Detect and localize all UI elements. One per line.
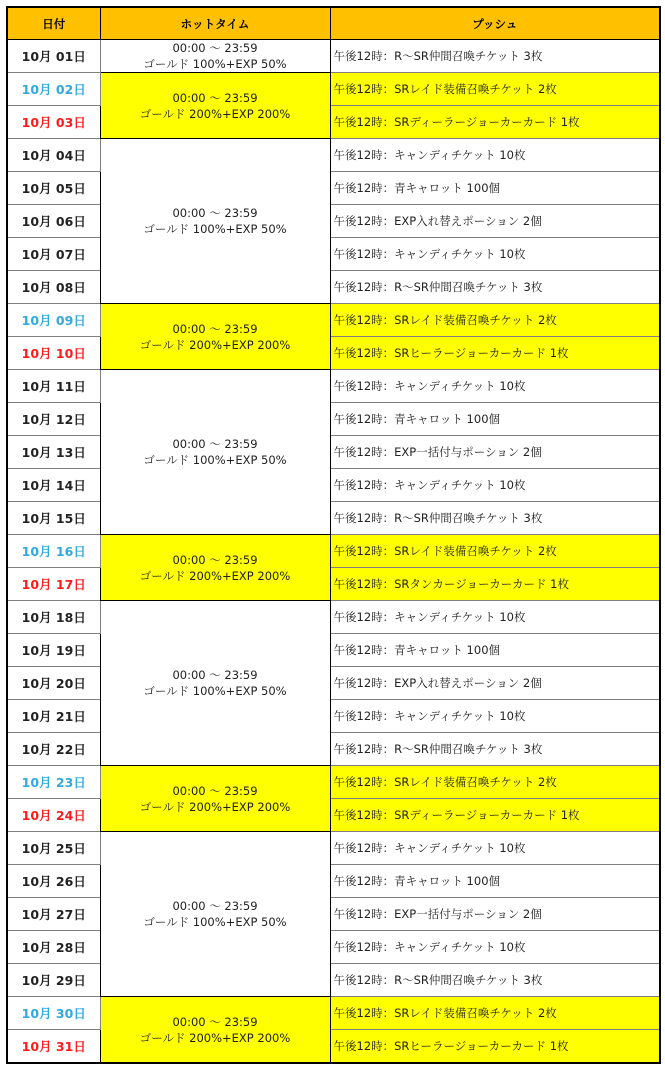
hot-time-cell <box>100 304 330 370</box>
date-cell: 10月 26日 <box>7 865 100 898</box>
date-cell: 10月 24日 <box>7 799 100 832</box>
hot-time-bonus: ゴールド 200%+EXP 200% <box>139 799 291 814</box>
push-cell: 午後12時：SRタンカージョーカーカード 1枚 <box>330 568 660 601</box>
push-cell: 午後12時：SRレイド装備召喚チケット 2枚 <box>330 304 660 337</box>
push-cell: 午後12時：キャンディチケット 10枚 <box>330 832 660 865</box>
push-cell: 午後12時：キャンディチケット 10枚 <box>330 601 660 634</box>
table-row <box>7 304 660 337</box>
date-cell: 10月 06日 <box>7 205 100 238</box>
date-cell: 10月 04日 <box>7 139 100 172</box>
push-cell: 午後12時：SRディーラージョーカーカード 1枚 <box>330 106 660 139</box>
hot-time-range: 00:00 ～ 23:59 <box>172 552 258 567</box>
hot-time-range: 00:00 ～ 23:59 <box>172 1014 258 1029</box>
push-cell: 午後12時：SRレイド装備召喚チケット 2枚 <box>330 766 660 799</box>
hot-time-bonus: ゴールド 200%+EXP 200% <box>139 568 291 583</box>
hot-time-cell <box>100 832 330 997</box>
hot-time-bonus: ゴールド 100%+EXP 50% <box>143 222 287 236</box>
date-cell: 10月 14日 <box>7 469 100 502</box>
event-schedule-table <box>6 6 661 1064</box>
push-cell: 午後12時：SRレイド装備召喚チケット 2枚 <box>330 535 660 568</box>
header-date: 日付 <box>7 7 100 40</box>
date-cell: 10月 09日 <box>7 304 100 337</box>
hot-time-range: 00:00 ～ 23:59 <box>172 41 258 55</box>
push-cell: 午後12時：キャンディチケット 10枚 <box>330 700 660 733</box>
table-row <box>7 601 660 634</box>
table-row <box>7 997 660 1030</box>
table-row <box>7 832 660 865</box>
hot-time-bonus: ゴールド 100%+EXP 50% <box>143 915 287 929</box>
table-row <box>7 535 660 568</box>
hot-time-range: 00:00 ～ 23:59 <box>172 783 258 798</box>
push-cell: 午後12時：青キャロット 100個 <box>330 403 660 436</box>
push-cell: 午後12時：SRヒーラージョーカーカード 1枚 <box>330 337 660 370</box>
date-cell: 10月 22日 <box>7 733 100 766</box>
push-cell: 午後12時：EXP一括付与ポーション 2個 <box>330 898 660 931</box>
date-cell: 10月 05日 <box>7 172 100 205</box>
date-cell: 10月 08日 <box>7 271 100 304</box>
hot-time-bonus: ゴールド 200%+EXP 200% <box>139 1030 291 1045</box>
push-cell: 午後12時：R～SR仲間召喚チケット 3枚 <box>330 40 660 73</box>
date-cell: 10月 16日 <box>7 535 100 568</box>
push-cell: 午後12時：R～SR仲間召喚チケット 3枚 <box>330 271 660 304</box>
date-cell: 10月 07日 <box>7 238 100 271</box>
push-cell: 午後12時：青キャロット 100個 <box>330 865 660 898</box>
table-row <box>7 370 660 403</box>
push-cell: 午後12時：SRヒーラージョーカーカード 1枚 <box>330 1030 660 1064</box>
date-cell: 10月 20日 <box>7 667 100 700</box>
date-cell: 10月 02日 <box>7 73 100 106</box>
date-cell: 10月 27日 <box>7 898 100 931</box>
hot-time-bonus: ゴールド 100%+EXP 50% <box>143 684 287 698</box>
push-cell: 午後12時：SRレイド装備召喚チケット 2枚 <box>330 997 660 1030</box>
hot-time-cell <box>100 535 330 601</box>
hot-time-range: 00:00 ～ 23:59 <box>172 899 258 913</box>
table-body <box>7 40 660 1064</box>
hot-time-range: 00:00 ～ 23:59 <box>172 321 258 336</box>
push-cell: 午後12時：R～SR仲間召喚チケット 3枚 <box>330 733 660 766</box>
date-cell: 10月 19日 <box>7 634 100 667</box>
date-cell: 10月 15日 <box>7 502 100 535</box>
push-cell: 午後12時：EXP入れ替えポーション 2個 <box>330 667 660 700</box>
push-cell: 午後12時：青キャロット 100個 <box>330 172 660 205</box>
header-push: プッシュ <box>330 7 660 40</box>
date-cell: 10月 29日 <box>7 964 100 997</box>
push-cell: 午後12時：キャンディチケット 10枚 <box>330 931 660 964</box>
hot-time-cell <box>100 370 330 535</box>
hot-time-cell <box>100 601 330 766</box>
hot-time-range: 00:00 ～ 23:59 <box>172 206 258 220</box>
table-row <box>7 766 660 799</box>
push-cell: 午後12時：キャンディチケット 10枚 <box>330 469 660 502</box>
hot-time-bonus: ゴールド 100%+EXP 50% <box>143 57 287 71</box>
push-cell: 午後12時：SRレイド装備召喚チケット 2枚 <box>330 73 660 106</box>
hot-time-range: 00:00 ～ 23:59 <box>172 90 258 105</box>
push-cell: 午後12時：SRディーラージョーカーカード 1枚 <box>330 799 660 832</box>
push-cell: 午後12時：EXP入れ替えポーション 2個 <box>330 205 660 238</box>
hot-time-range: 00:00 ～ 23:59 <box>172 437 258 451</box>
date-cell: 10月 13日 <box>7 436 100 469</box>
date-cell: 10月 17日 <box>7 568 100 601</box>
hot-time-cell <box>100 73 330 139</box>
table-row <box>7 40 660 73</box>
hot-time-bonus: ゴールド 200%+EXP 200% <box>139 106 291 121</box>
hot-time-cell <box>100 139 330 304</box>
date-cell: 10月 21日 <box>7 700 100 733</box>
hot-time-cell <box>100 40 330 73</box>
header-row <box>7 7 660 40</box>
hot-time-cell <box>100 766 330 832</box>
header-hot-time: ホットタイム <box>100 7 330 40</box>
date-cell: 10月 11日 <box>7 370 100 403</box>
hot-time-bonus: ゴールド 100%+EXP 50% <box>143 453 287 467</box>
push-cell: 午後12時：青キャロット 100個 <box>330 634 660 667</box>
date-cell: 10月 31日 <box>7 1030 100 1064</box>
date-cell: 10月 30日 <box>7 997 100 1030</box>
hot-time-cell <box>100 997 330 1064</box>
table-header <box>7 7 660 40</box>
table-row <box>7 139 660 172</box>
date-cell: 10月 10日 <box>7 337 100 370</box>
push-cell: 午後12時：R～SR仲間召喚チケット 3枚 <box>330 502 660 535</box>
hot-time-range: 00:00 ～ 23:59 <box>172 668 258 682</box>
push-cell: 午後12時：キャンディチケット 10枚 <box>330 238 660 271</box>
hot-time-bonus: ゴールド 200%+EXP 200% <box>139 337 291 352</box>
date-cell: 10月 03日 <box>7 106 100 139</box>
date-cell: 10月 28日 <box>7 931 100 964</box>
push-cell: 午後12時：キャンディチケット 10枚 <box>330 370 660 403</box>
push-cell: 午後12時：R～SR仲間召喚チケット 3枚 <box>330 964 660 997</box>
date-cell: 10月 12日 <box>7 403 100 436</box>
date-cell: 10月 23日 <box>7 766 100 799</box>
date-cell: 10月 01日 <box>7 40 100 73</box>
table-row <box>7 73 660 106</box>
push-cell: 午後12時：EXP一括付与ポーション 2個 <box>330 436 660 469</box>
date-cell: 10月 18日 <box>7 601 100 634</box>
push-cell: 午後12時：キャンディチケット 10枚 <box>330 139 660 172</box>
date-cell: 10月 25日 <box>7 832 100 865</box>
